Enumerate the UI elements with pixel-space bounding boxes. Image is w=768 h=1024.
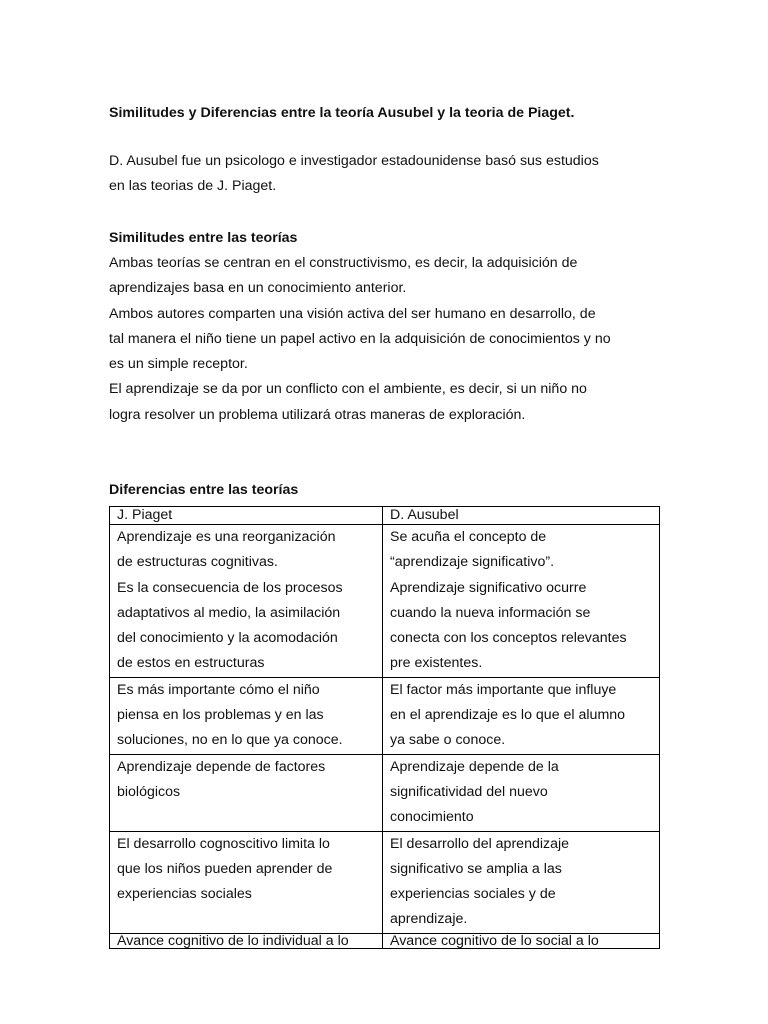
intro-line: en las teorias de J. Piaget. <box>109 178 277 195</box>
cell-line: que los niños pueden aprender de <box>117 860 333 877</box>
cell-line: significatividad del nuevo <box>390 783 548 800</box>
similarities-line: El aprendizaje se da por un conflicto con el ambiente, es decir, si un niño no <box>109 381 587 398</box>
cell-line: Avance cognitivo de lo individual a lo <box>117 933 349 949</box>
piaget-cell <box>110 831 383 933</box>
intro-paragraph <box>109 149 669 200</box>
table-row <box>110 677 660 754</box>
table-row <box>110 933 660 948</box>
cell-line: en el aprendizaje es lo que el alumno <box>390 707 626 724</box>
ausubel-cell <box>383 754 660 831</box>
cell-line: Es más importante cómo el niño <box>117 681 320 698</box>
cell-line: del conocimiento y la acomodación <box>117 630 338 647</box>
similarities-line: Ambos autores comparten una visión activa del ser humano en desarrollo, de <box>109 305 596 322</box>
similarities-heading: Similitudes entre las teorías <box>109 230 298 246</box>
cell-line: de estructuras cognitivas. <box>117 554 278 571</box>
table-row <box>110 525 660 678</box>
cell-line: Avance cognitivo de lo social a lo <box>390 933 599 949</box>
cell-line: Aprendizaje significativo ocurre <box>390 579 587 596</box>
ausubel-cell <box>383 831 660 933</box>
cell-line: Es la consecuencia de los procesos <box>117 579 343 596</box>
cell-line: soluciones, no en lo que ya conoce. <box>117 732 343 749</box>
table-row <box>110 754 660 831</box>
ausubel-cell <box>383 933 660 948</box>
similarities-line: logra resolver un problema utilizará otras maneras de exploración. <box>109 406 526 423</box>
differences-heading: Diferencias entre las teorías <box>109 482 299 498</box>
cell-line: conecta con los conceptos relevantes <box>390 630 627 647</box>
similarities-line: Ambas teorías se centran en el constructivismo, es decir, la adquisición de <box>109 255 578 271</box>
table-header-row <box>110 507 660 525</box>
piaget-cell <box>110 933 383 948</box>
table-row <box>110 831 660 933</box>
cell-line: piensa en los problemas y en las <box>117 707 324 724</box>
cell-line: El desarrollo cognoscitivo limita lo <box>117 835 330 852</box>
cell-line: ya sabe o conoce. <box>390 732 506 749</box>
cell-line: El factor más importante que influye <box>390 681 617 698</box>
cell-line: pre existentes. <box>390 655 483 672</box>
cell-line: “aprendizaje significativo”. <box>390 554 555 571</box>
column-header-piaget: J. Piaget <box>110 507 383 525</box>
cell-line: adaptativos al medio, la asimilación <box>117 604 341 621</box>
similarities-line: tal manera el niño tiene un papel activo en la adquisición de conocimientos y no <box>109 330 611 347</box>
piaget-cell <box>110 754 383 831</box>
differences-table <box>109 506 660 949</box>
column-header-ausubel: D. Ausubel <box>383 507 660 525</box>
cell-line: experiencias sociales <box>117 886 252 903</box>
ausubel-cell <box>383 525 660 678</box>
document-title: Similitudes y Diferencias entre la teoría Ausubel y la teoria de Piaget. <box>109 105 575 121</box>
cell-line: aprendizaje. <box>390 911 468 928</box>
ausubel-cell <box>383 677 660 754</box>
intro-line: D. Ausubel fue un psicologo e investigador estadounidense basó sus estudios <box>109 153 599 169</box>
piaget-cell <box>110 677 383 754</box>
cell-line: biológicos <box>117 783 181 800</box>
cell-line: Aprendizaje es una reorganización <box>117 529 336 545</box>
cell-line: Aprendizaje depende de factores <box>117 758 326 775</box>
cell-line: El desarrollo del aprendizaje <box>390 835 570 852</box>
similarities-line: es un simple receptor. <box>109 356 248 373</box>
cell-line: significativo se amplia a las <box>390 860 562 877</box>
similarities-paragraph <box>109 251 669 428</box>
piaget-cell <box>110 525 383 678</box>
cell-line: conocimiento <box>390 809 474 826</box>
cell-line: experiencias sociales y de <box>390 886 556 903</box>
cell-line: cuando la nueva información se <box>390 604 591 621</box>
cell-line: Aprendizaje depende de la <box>390 758 559 775</box>
cell-line: Se acuña el concepto de <box>390 529 547 545</box>
cell-line: de estos en estructuras <box>117 655 265 672</box>
similarities-line: aprendizajes basa en un conocimiento anterior. <box>109 280 407 297</box>
